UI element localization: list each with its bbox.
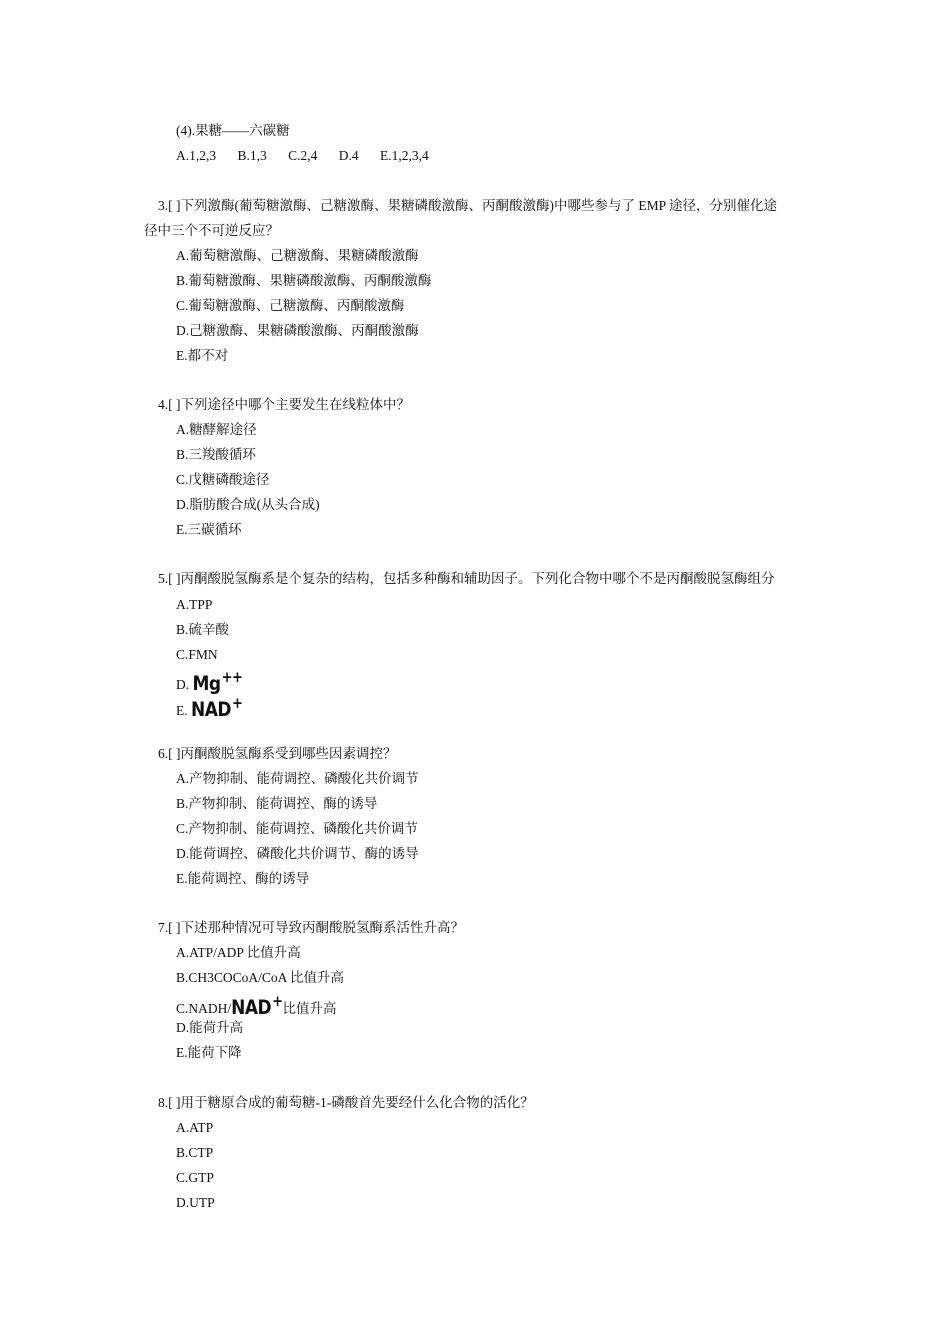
question-7-option-c [176, 994, 337, 1018]
formula-charge: + [232, 695, 243, 713]
question-5-option-a: A.TPP [176, 597, 213, 612]
question-6-option-d: D.能荷调控、磷酸化共价调节、酶的诱导 [176, 846, 419, 861]
question-7-option-d: D.能荷升高 [176, 1020, 244, 1035]
formula-charge: + [272, 993, 283, 1011]
mg-formula-image [193, 668, 243, 694]
choice: D.4 [338, 148, 359, 163]
question-6-option-c: C.产物抑制、能荷调控、磷酸化共价调节 [176, 821, 418, 836]
question-6-stem: 6.[ ]丙酮酸脱氢酶系受到哪些因素调控？ [158, 746, 397, 761]
question-4-stem: 4.[ ]下列途径中哪个主要发生在线粒体中？ [158, 397, 410, 412]
question-8-option-d: D.UTP [176, 1195, 215, 1210]
question-6-option-b: B.产物抑制、能荷调控、酶的诱导 [176, 796, 378, 811]
question-7-option-a: A.ATP/ADP 比值升高 [176, 945, 301, 960]
question-5-option-c: C.FMN [176, 647, 218, 662]
question-5-stem: 5.[ ]丙酮酸脱氢酶系是个复杂的结构，包括多种酶和辅助因子。下列化合物中哪个不是丙酮酸脱氢酶组分 [158, 571, 775, 586]
question-4-option-b: B.三羧酸循环 [176, 447, 256, 462]
formula-text: Mg [192, 672, 221, 696]
nad-formula-image [191, 694, 242, 720]
question-7-option-e: E.能荷下降 [176, 1045, 242, 1060]
question-6-option-e: E.能荷调控、酶的诱导 [176, 871, 310, 886]
question-4-option-d: D.脂肪酸合成(从头合成) [176, 497, 320, 512]
question-3-option-d: D.己糖激酶、果糖磷酸激酶、丙酮酸激酶 [176, 323, 419, 338]
question-8-option-a: A.ATP [176, 1120, 214, 1135]
option-prefix: E. [176, 703, 188, 718]
choice: A.1,2,3 [176, 148, 217, 163]
question-8-option-c: C.GTP [176, 1170, 214, 1185]
formula-charge: ++ [221, 669, 243, 687]
formula-text: NAD [231, 996, 272, 1020]
choice: E.1,2,3,4 [380, 148, 429, 163]
question-4-option-a: A.糖酵解途径 [176, 422, 257, 437]
choice: B.1,3 [237, 148, 267, 163]
nad-formula-image [231, 992, 282, 1018]
prev-item-4: (4).果糖——六碳糖 [176, 123, 290, 138]
question-3-stem-cont: 径中三个不可逆反应？ [144, 223, 279, 238]
question-5-option-b: B.硫辛酸 [176, 622, 229, 637]
question-3-option-e: E.都不对 [176, 348, 229, 363]
question-3-option-a: A.葡萄糖激酶、己糖激酶、果糖磷酸激酶 [176, 248, 419, 263]
question-8-stem: 8.[ ]用于糖原合成的葡萄糖-1-磷酸首先要经什么化合物的活化？ [158, 1095, 534, 1110]
question-5-option-d [176, 670, 242, 694]
option-prefix: D. [176, 677, 190, 692]
question-6-option-a: A.产物抑制、能荷调控、磷酸化共价调节 [176, 771, 419, 786]
question-3-option-c: C.葡萄糖激酶、己糖激酶、丙酮酸激酶 [176, 298, 405, 313]
question-8-option-b: B.CTP [176, 1145, 214, 1160]
choice: C.2,4 [288, 148, 318, 163]
question-4-option-c: C.戊糖磷酸途径 [176, 472, 270, 487]
prev-choices [176, 147, 447, 165]
option-prefix: C.NADH/ [176, 1001, 232, 1016]
question-4-option-e: E.三碳循环 [176, 522, 242, 537]
question-7-stem: 7.[ ]下述那种情况可导致丙酮酸脱氢酶系活性升高？ [158, 920, 464, 935]
question-7-option-b: B.CH3COCoA/CoA 比值升高 [176, 970, 345, 985]
option-suffix: 比值升高 [282, 1001, 337, 1016]
question-3-stem: 3.[ ]下列激酶(葡萄糖激酶、己糖激酶、果糖磷酸激酶、丙酮酸激酶)中哪些参与了 EMP 途径，分别催化途 [158, 198, 777, 213]
formula-text: NAD [191, 698, 231, 722]
question-3-option-b: B.葡萄糖激酶、果糖磷酸激酶、丙酮酸激酶 [176, 273, 432, 288]
question-5-option-e [176, 696, 242, 720]
